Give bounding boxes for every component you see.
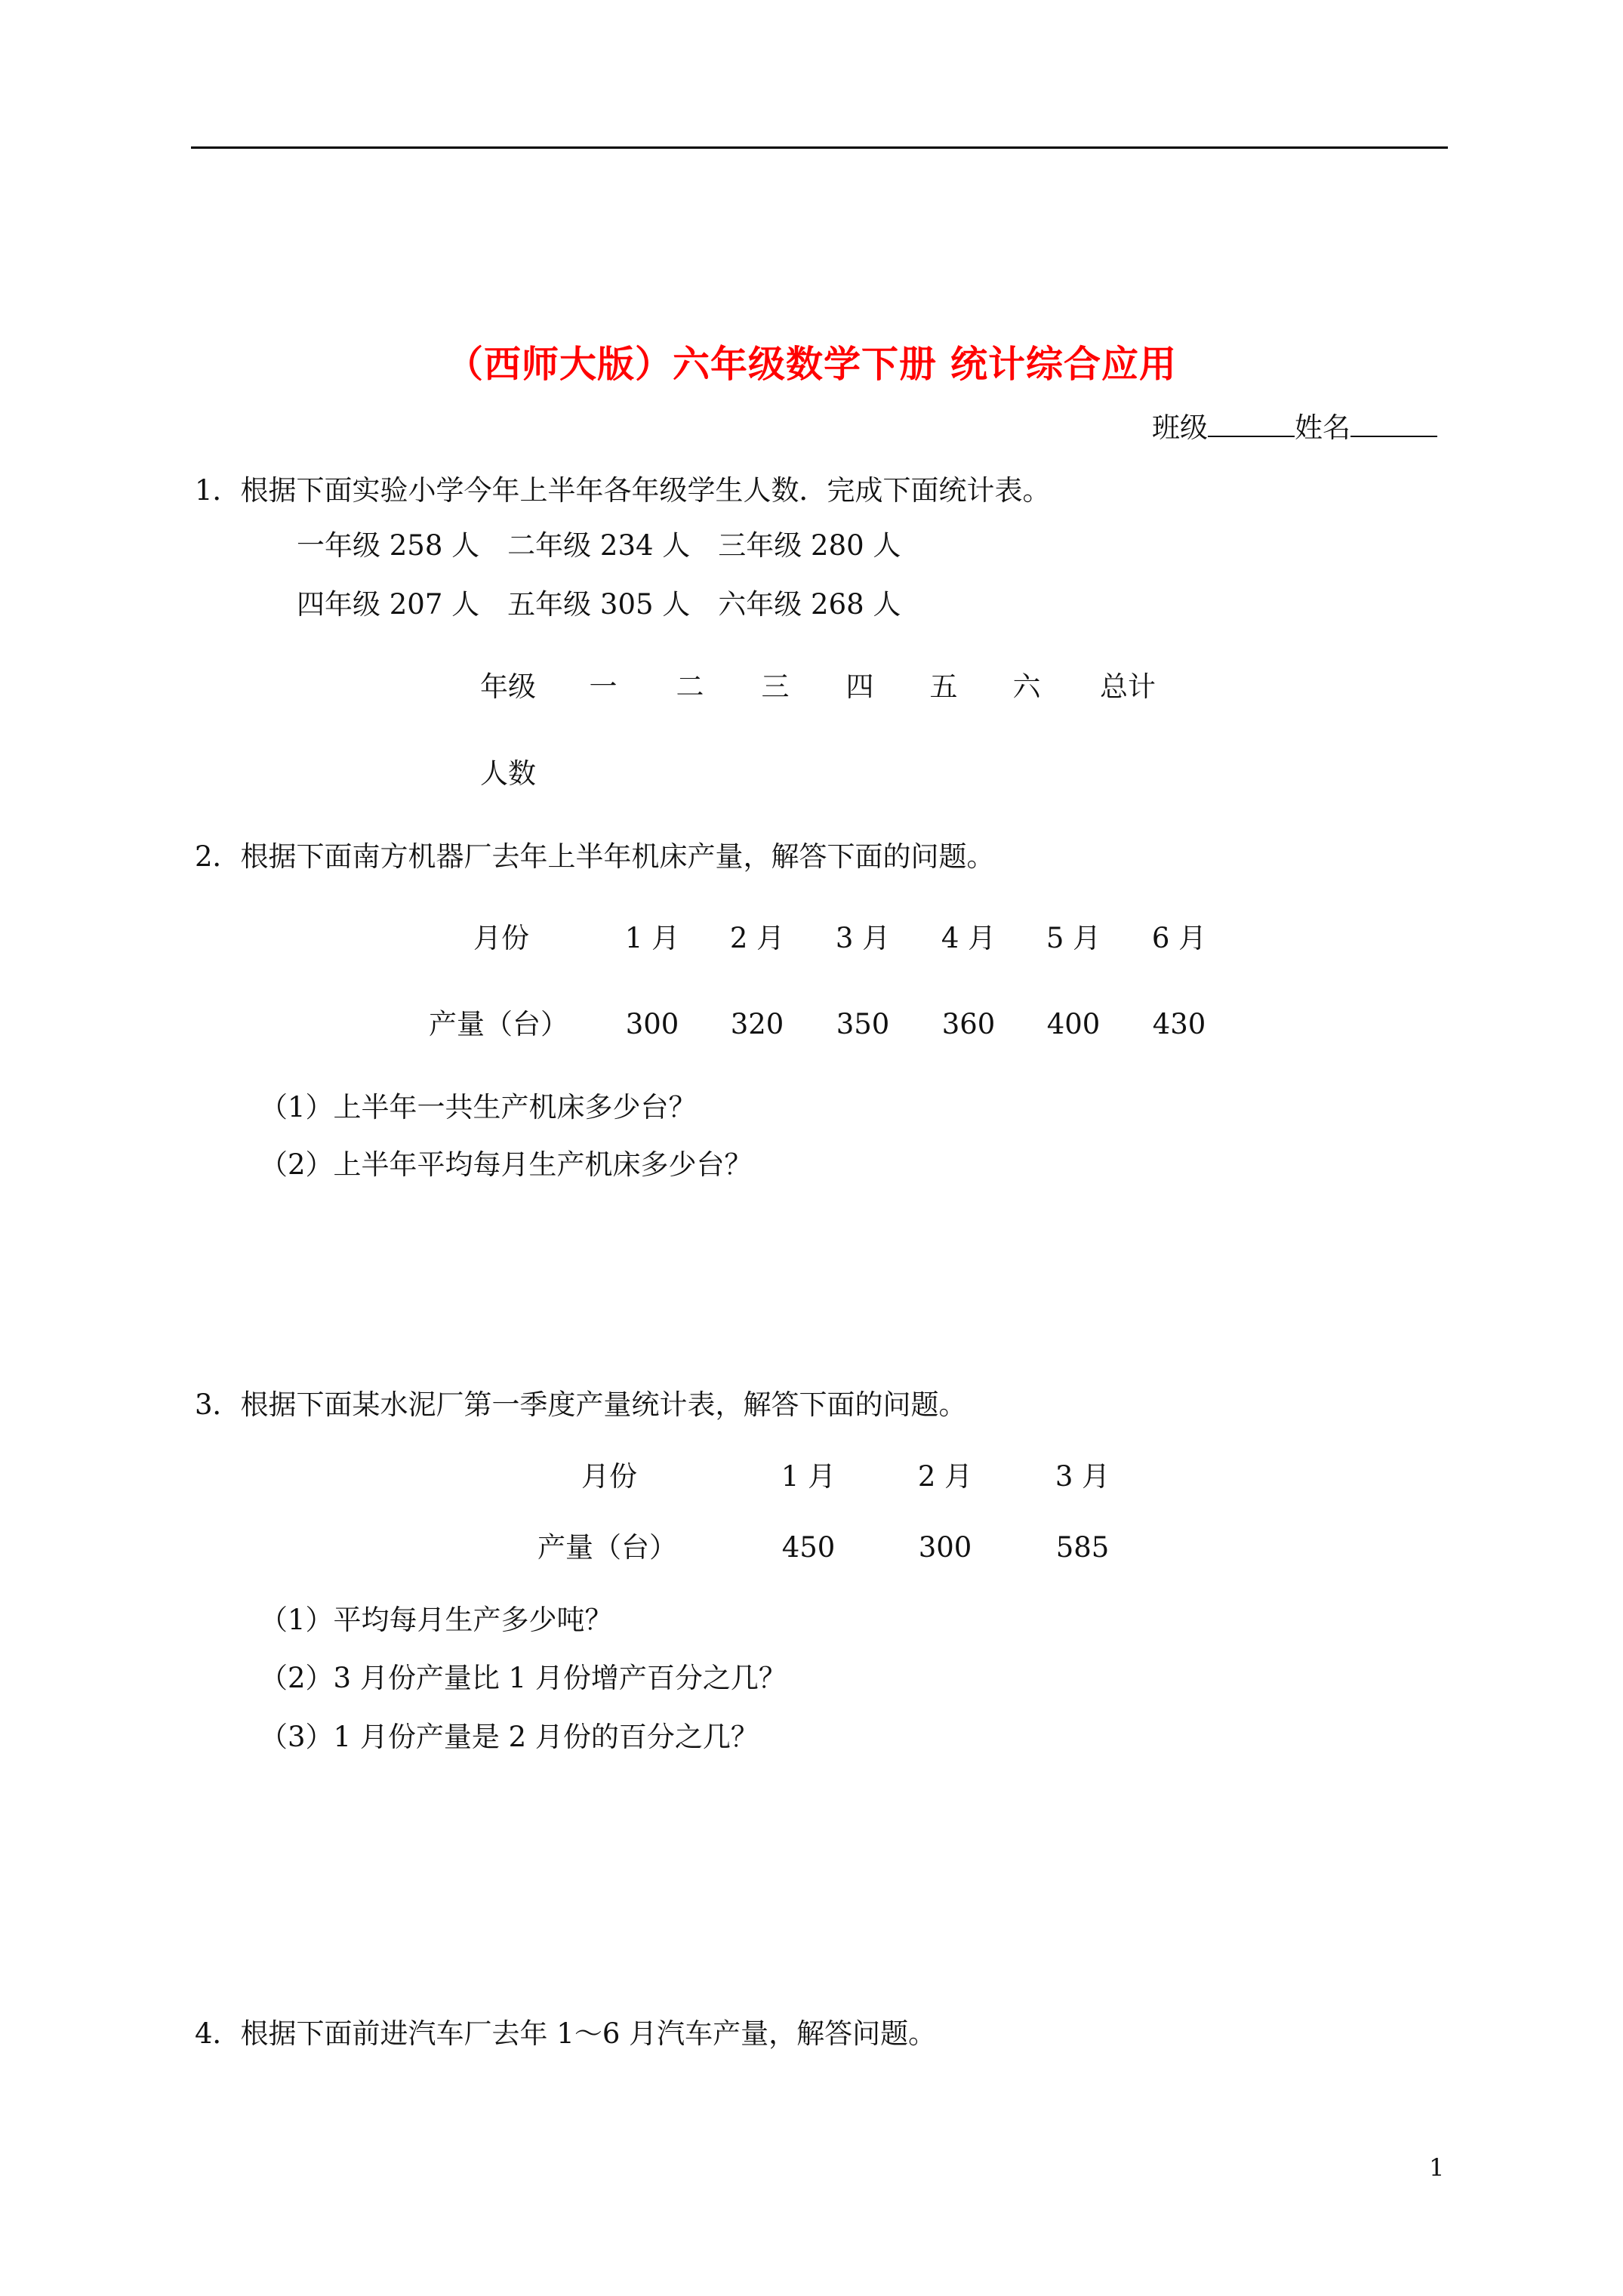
q1-col-1: 一 xyxy=(589,670,617,703)
page-number: 1 xyxy=(1429,2153,1445,2182)
q3-sub-question-3: （3）1 月份产量是 2 月份的百分之几？ xyxy=(260,1721,759,1753)
q1-data-line-1: 一年级 258 人 二年级 234 人 三年级 280 人 xyxy=(297,529,901,562)
q1-data-line-2: 四年级 207 人 五年级 305 人 六年级 268 人 xyxy=(297,588,901,621)
q2-value-2: 320 xyxy=(730,1008,784,1040)
q3-value-2: 300 xyxy=(918,1531,972,1564)
q2-row-label-output: 产量（台） xyxy=(429,1008,568,1040)
class-blank[interactable] xyxy=(1208,410,1295,437)
name-label: 姓名 xyxy=(1295,411,1350,444)
q3-sub-question-2: （2）3 月份产量比 1 月份增产百分之几？ xyxy=(260,1662,787,1694)
q3-value-1: 450 xyxy=(781,1531,836,1564)
q2-month-5: 5 月 xyxy=(1046,922,1101,954)
q1-row-label-count: 人数 xyxy=(480,757,536,790)
q3-month-3: 3 月 xyxy=(1055,1460,1110,1493)
q2-month-3: 3 月 xyxy=(835,922,891,954)
q2-prompt: 2．根据下面南方机器厂去年上半年机床产量，解答下面的问题。 xyxy=(195,840,995,873)
q2-value-3: 350 xyxy=(836,1008,890,1040)
q1-col-5: 五 xyxy=(929,670,958,703)
q3-month-1: 1 月 xyxy=(781,1460,836,1493)
q2-value-1: 300 xyxy=(625,1008,679,1040)
q2-month-6: 6 月 xyxy=(1151,922,1207,954)
q3-prompt: 3．根据下面某水泥厂第一季度产量统计表，解答下面的问题。 xyxy=(195,1388,967,1421)
q2-month-1: 1 月 xyxy=(624,922,680,954)
q1-col-6: 六 xyxy=(1012,670,1041,703)
q2-value-4: 360 xyxy=(941,1008,996,1040)
header-rule xyxy=(191,146,1448,149)
q2-value-5: 400 xyxy=(1046,1008,1101,1040)
q2-month-2: 2 月 xyxy=(729,922,785,954)
q3-month-2: 2 月 xyxy=(917,1460,973,1493)
q3-value-3: 585 xyxy=(1055,1531,1110,1564)
q3-sub-question-1: （1）平均每月生产多少吨？ xyxy=(260,1604,613,1636)
q1-prompt: 1．根据下面实验小学今年上半年各年级学生人数．完成下面统计表。 xyxy=(195,474,1051,507)
q3-row-label-output: 产量（台） xyxy=(537,1531,677,1564)
q1-col-4: 四 xyxy=(845,670,874,703)
q2-row-label-month: 月份 xyxy=(473,922,529,954)
page-title: （西师大版）六年级数学下册 统计综合应用 xyxy=(445,343,1178,386)
q4-prompt: 4．根据下面前进汽车厂去年 1～6 月汽车产量，解答问题。 xyxy=(195,2017,937,2050)
q2-sub-question-1: （1）上半年一共生产机床多少台？ xyxy=(260,1091,697,1123)
class-name-header xyxy=(1152,410,1437,446)
class-label: 班级 xyxy=(1152,411,1208,444)
q2-sub-question-2: （2）上半年平均每月生产机床多少台？ xyxy=(260,1148,753,1181)
q3-row-label-month: 月份 xyxy=(581,1460,637,1493)
q1-col-3: 三 xyxy=(761,670,790,703)
q1-col-2: 二 xyxy=(676,670,704,703)
q1-row-label-grade: 年级 xyxy=(480,670,536,703)
name-blank[interactable] xyxy=(1350,410,1437,437)
q1-col-total: 总计 xyxy=(1100,670,1156,703)
q2-month-4: 4 月 xyxy=(941,922,996,954)
q2-value-6: 430 xyxy=(1152,1008,1206,1040)
